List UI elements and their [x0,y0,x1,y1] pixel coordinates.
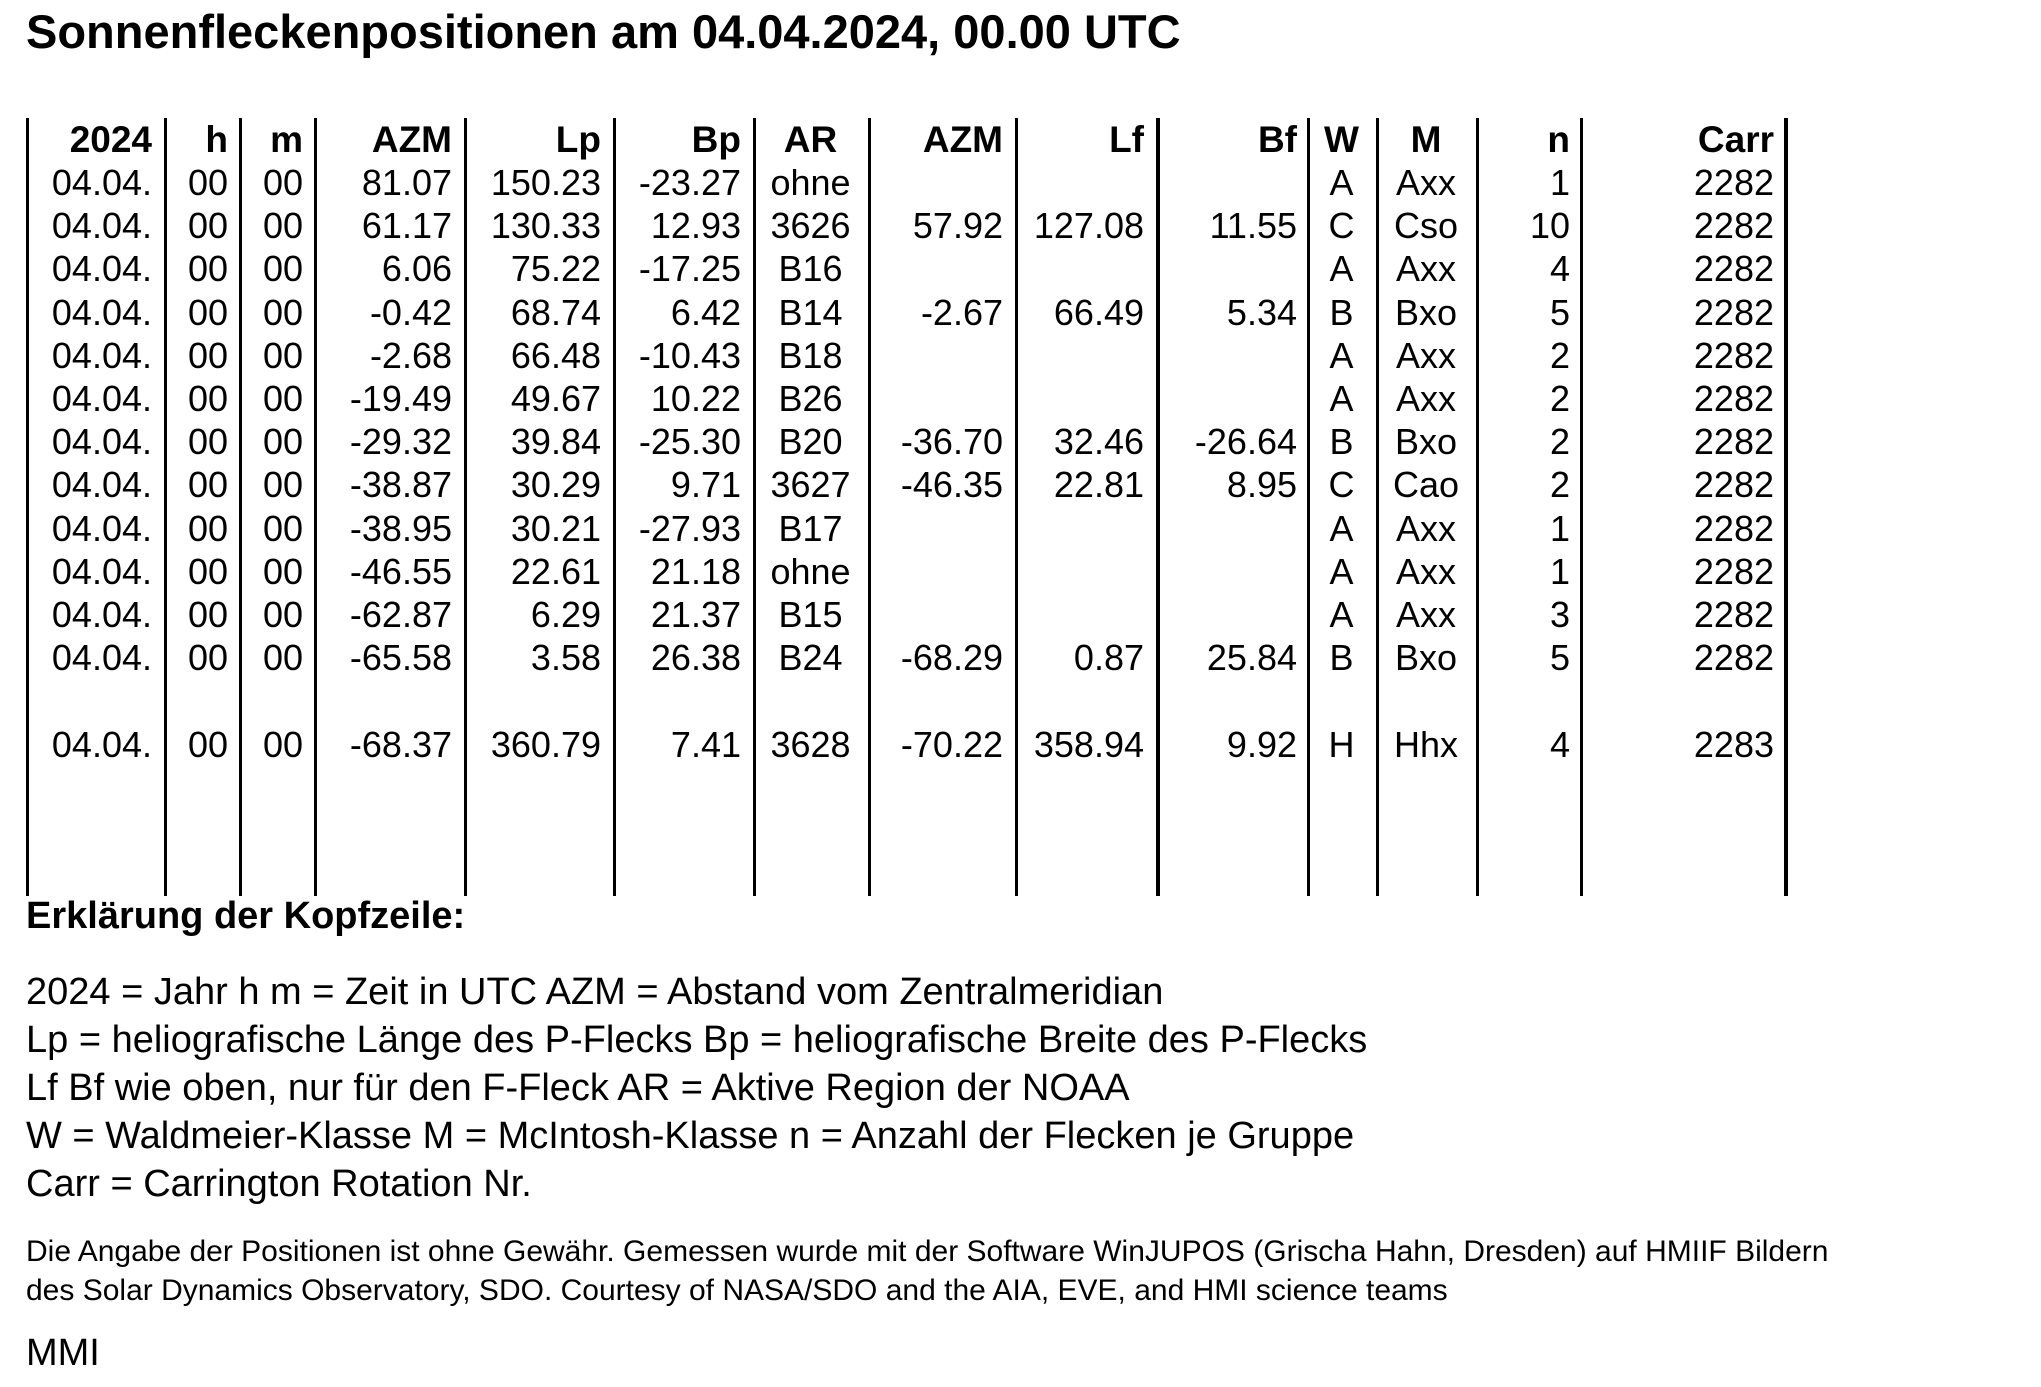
n-cell: 5 [1549,637,1570,678]
disclaimer-note: Die Angabe der Positionen ist ohne Gewähr. Gemessen wurde mit der Software WinJUPOS (Grischa Hahn, Dresden) auf HMIIF Bildern [26,1235,1829,1268]
legend-line: W = Waldmeier-Klasse M = McIntosh-Klasse n = Anzahl der Flecken je Gruppe [26,1115,1355,1157]
minute-cell: 00 [262,378,303,419]
hour-cell: 00 [187,378,228,419]
ar-cell: 3628 [770,724,851,765]
date-cell: 04.04. [51,248,152,289]
minute-cell: 00 [262,637,303,678]
header-m: M [1410,119,1442,160]
header-minute: m [270,119,303,160]
ar-cell: ohne [770,162,851,203]
minute-cell: 00 [262,205,303,246]
minute-cell: 00 [262,464,303,505]
azm-p-cell: -62.87 [349,594,452,635]
azm-p-cell: -29.32 [349,421,452,462]
ar-cell: B14 [778,292,843,333]
carr-cell: 2283 [1693,724,1774,765]
ar-cell: B24 [778,637,843,678]
bf-cell: -26.64 [1194,421,1297,462]
minute-cell: 00 [262,248,303,289]
m-cell: Bxo [1394,637,1458,678]
bf-cell: 9.92 [1226,724,1297,765]
hour-cell: 00 [187,637,228,678]
date-cell: 04.04. [51,594,152,635]
azm-p-cell: -65.58 [349,637,452,678]
ar-cell: B16 [778,248,843,289]
hour-cell: 00 [187,421,228,462]
m-cell: Axx [1395,248,1456,289]
bf-cell: 5.34 [1226,292,1297,333]
azm-f-cell: 57.92 [912,205,1003,246]
lp-cell: 22.61 [510,551,601,592]
carr-cell: 2282 [1693,551,1774,592]
ar-cell: 3627 [770,464,851,505]
hour-cell: 00 [187,724,228,765]
header-bf: Bf [1257,119,1297,160]
bp-cell: -17.25 [638,248,741,289]
azm-p-cell: -38.87 [349,464,452,505]
bf-cell: 11.55 [1209,205,1297,246]
azm-p-cell: -19.49 [349,378,452,419]
n-cell: 2 [1549,421,1570,462]
m-cell: Bxo [1394,292,1458,333]
minute-cell: 00 [262,594,303,635]
ar-cell: B17 [778,508,843,549]
w-cell: A [1329,162,1354,203]
lf-cell: 22.81 [1053,464,1144,505]
author-signature: MMI [26,1332,100,1374]
azm-p-cell: -38.95 [349,508,452,549]
lp-cell: 6.29 [530,594,601,635]
m-cell: Cso [1393,205,1459,246]
bp-cell: 7.41 [670,724,741,765]
lp-cell: 39.84 [510,421,601,462]
bp-cell: 9.71 [670,464,741,505]
lp-cell: 30.29 [510,464,601,505]
carr-cell: 2282 [1693,205,1774,246]
hour-cell: 00 [187,292,228,333]
carr-cell: 2282 [1693,421,1774,462]
date-cell: 04.04. [51,421,152,462]
carr-cell: 2282 [1693,637,1774,678]
date-cell: 04.04. [51,551,152,592]
w-cell: H [1328,724,1355,765]
header-ar: AR [783,119,838,160]
bp-cell: 12.93 [650,205,741,246]
date-cell: 04.04. [51,205,152,246]
m-cell: Hhx [1393,724,1459,765]
hour-cell: 00 [187,594,228,635]
m-cell: Axx [1395,508,1456,549]
lp-cell: 150.23 [490,162,601,203]
hour-cell: 00 [187,551,228,592]
azm-p-cell: 61.17 [361,205,452,246]
lp-cell: 66.48 [510,335,601,376]
bp-cell: 21.18 [650,551,741,592]
lp-cell: 130.33 [490,205,601,246]
azm-f-cell: -68.29 [900,637,1003,678]
header-lp: Lp [555,119,601,160]
page-title: Sonnenfleckenpositionen am 04.04.2024, 00.00 UTC [26,5,1181,58]
azm-p-cell: 81.07 [361,162,452,203]
azm-p-cell: -46.55 [349,551,452,592]
azm-p-cell: -0.42 [369,292,452,333]
lf-cell: 0.87 [1073,637,1144,678]
w-cell: B [1329,421,1354,462]
w-cell: B [1329,292,1354,333]
date-cell: 04.04. [51,637,152,678]
carr-cell: 2282 [1693,594,1774,635]
minute-cell: 00 [262,508,303,549]
w-cell: A [1329,551,1354,592]
ar-cell: ohne [770,551,851,592]
header-bp: Bp [691,119,741,160]
hour-cell: 00 [187,205,228,246]
azm-p-cell: 6.06 [381,248,452,289]
bp-cell: -27.93 [638,508,741,549]
header-w: W [1324,119,1359,160]
date-cell: 04.04. [51,378,152,419]
carr-cell: 2282 [1693,508,1774,549]
minute-cell: 00 [262,162,303,203]
lf-cell: 32.46 [1053,421,1144,462]
w-cell: C [1328,205,1355,246]
azm-p-cell: -2.68 [369,335,452,376]
azm-f-cell: -70.22 [900,724,1003,765]
w-cell: A [1329,335,1354,376]
hour-cell: 00 [187,248,228,289]
minute-cell: 00 [262,421,303,462]
column-rule [1784,118,1788,896]
lp-cell: 3.58 [530,637,601,678]
bp-cell: -25.30 [638,421,741,462]
date-cell: 04.04. [51,162,152,203]
n-cell: 2 [1549,378,1570,419]
minute-cell: 00 [262,335,303,376]
date-cell: 04.04. [51,724,152,765]
w-cell: A [1329,378,1354,419]
n-cell: 5 [1549,292,1570,333]
n-cell: 1 [1549,551,1570,592]
n-cell: 1 [1549,508,1570,549]
bp-cell: 10.22 [650,378,741,419]
date-cell: 04.04. [51,335,152,376]
ar-cell: B18 [778,335,843,376]
azm-f-cell: -2.67 [920,292,1003,333]
n-cell: 4 [1549,248,1570,289]
date-cell: 04.04. [51,292,152,333]
legend-line: Lf Bf wie oben, nur für den F-Fleck AR = Aktive Region der NOAA [26,1067,1130,1109]
lp-cell: 68.74 [510,292,601,333]
ar-cell: 3626 [770,205,851,246]
bp-cell: 26.38 [650,637,741,678]
n-cell: 4 [1549,724,1570,765]
minute-cell: 00 [262,551,303,592]
hour-cell: 00 [187,464,228,505]
m-cell: Axx [1395,162,1456,203]
carr-cell: 2282 [1693,248,1774,289]
carr-cell: 2282 [1693,378,1774,419]
carr-cell: 2282 [1693,292,1774,333]
header-year: 2024 [69,119,152,160]
lf-cell: 66.49 [1053,292,1144,333]
legend-line: 2024 = Jahr h m = Zeit in UTC AZM = Abstand vom Zentralmeridian [26,971,1164,1013]
w-cell: C [1328,464,1355,505]
m-cell: Axx [1395,551,1456,592]
w-cell: A [1329,248,1354,289]
n-cell: 1 [1549,162,1570,203]
m-cell: Cao [1392,464,1460,505]
ar-cell: B20 [778,421,843,462]
ar-cell: B26 [778,378,843,419]
n-cell: 2 [1549,335,1570,376]
m-cell: Axx [1395,335,1456,376]
header-hour: h [205,119,228,160]
lf-cell: 358.94 [1033,724,1144,765]
bp-cell: -10.43 [638,335,741,376]
azm-p-cell: -68.37 [349,724,452,765]
lp-cell: 75.22 [510,248,601,289]
date-cell: 04.04. [51,464,152,505]
disclaimer-note: des Solar Dynamics Observatory, SDO. Courtesy of NASA/SDO and the AIA, EVE, and HMI science teams [26,1274,1448,1307]
date-cell: 04.04. [51,508,152,549]
carr-cell: 2282 [1693,335,1774,376]
bf-cell: 25.84 [1206,637,1297,678]
legend-line: Carr = Carrington Rotation Nr. [26,1163,532,1205]
w-cell: A [1329,594,1354,635]
header-carr: Carr [1697,119,1774,160]
hour-cell: 00 [187,162,228,203]
n-cell: 3 [1549,594,1570,635]
m-cell: Bxo [1394,421,1458,462]
header-azm-p: AZM [371,119,452,160]
lp-cell: 30.21 [510,508,601,549]
lf-cell: 127.08 [1033,205,1144,246]
hour-cell: 00 [187,335,228,376]
minute-cell: 00 [262,724,303,765]
azm-f-cell: -36.70 [900,421,1003,462]
bf-cell: 8.95 [1226,464,1297,505]
bp-cell: 6.42 [670,292,741,333]
header-n: n [1547,119,1570,160]
bp-cell: 21.37 [650,594,741,635]
ar-cell: B15 [778,594,843,635]
m-cell: Axx [1395,378,1456,419]
bp-cell: -23.27 [638,162,741,203]
carr-cell: 2282 [1693,464,1774,505]
minute-cell: 00 [262,292,303,333]
legend-title: Erklärung der Kopfzeile: [26,895,466,937]
header-azm-f: AZM [922,119,1003,160]
lp-cell: 49.67 [510,378,601,419]
carr-cell: 2282 [1693,162,1774,203]
header-lf: Lf [1109,119,1144,160]
w-cell: B [1329,637,1354,678]
legend-line: Lp = heliografische Länge des P-Flecks Bp = heliografische Breite des P-Flecks [26,1019,1368,1061]
n-cell: 2 [1549,464,1570,505]
w-cell: A [1329,508,1354,549]
lp-cell: 360.79 [490,724,601,765]
n-cell: 10 [1529,205,1570,246]
m-cell: Axx [1395,594,1456,635]
hour-cell: 00 [187,508,228,549]
azm-f-cell: -46.35 [900,464,1003,505]
